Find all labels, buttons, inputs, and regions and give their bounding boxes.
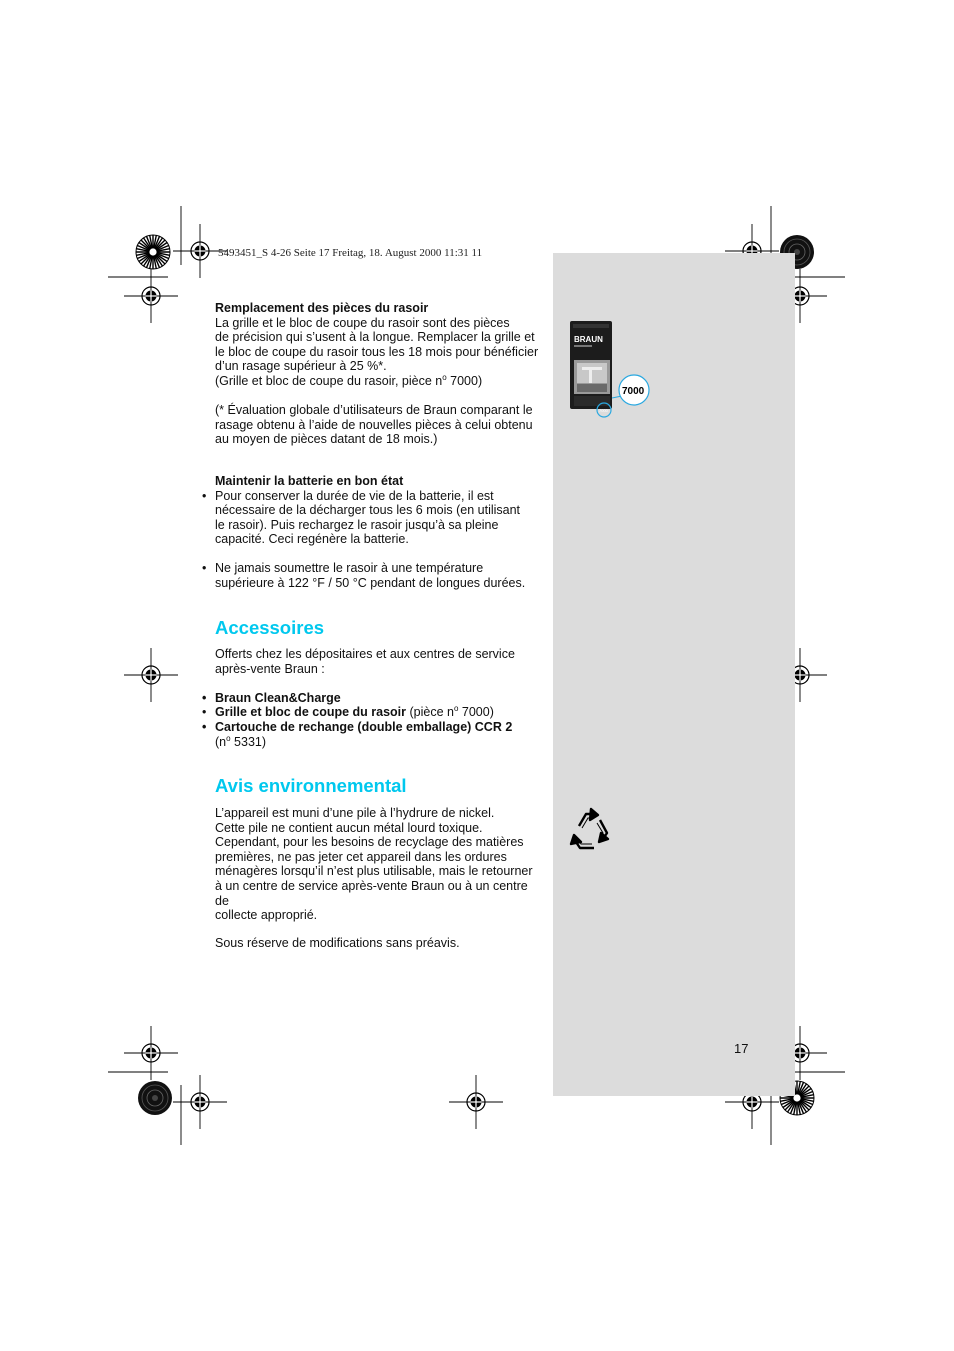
environment-line: premières, ne pas jeter cet appareil dans les ordures: [215, 849, 507, 864]
accessories-section: [215, 647, 545, 749]
accessory-item-detail: ($n^o$ 5331): [215, 733, 267, 749]
accessories-intro: Offerts chez les dépositaires et aux centres de service: [215, 647, 515, 661]
product-small-label: 7000: [599, 408, 608, 413]
environment-line: L’appareil est muni d’une pile à l’hydrure de nickel.: [215, 806, 495, 820]
razor-parts-section: [215, 301, 545, 447]
accessory-item: • Cartouche de rechange (double emballage) CCR 2: [215, 720, 545, 735]
environment-line: Cette pile ne contient aucun métal lourd toxique.: [215, 820, 483, 835]
razor-parts-line: le bloc de coupe du rasoir tous les 18 mois pour bénéficier: [215, 344, 539, 359]
razor-parts-title: Remplacement des pièces du rasoir: [215, 301, 429, 315]
razor-parts-reference: (Grille et bloc de coupe du rasoir, pièce $n^o$ 7000): [215, 372, 483, 388]
battery-bullet: • Pour conserver la durée de vie de la batterie, il est nécessaire de la décharger tous les 6 mois (en utilisant le rasoir). Puis rechargez le rasoir jusqu’à sa pleine capacité. Ceci regénère la batterie.: [215, 489, 545, 547]
page-number: 17: [734, 1041, 749, 1056]
product-callout: 7000: [622, 386, 645, 397]
accessories-intro: après-vente Braun :: [215, 661, 325, 676]
battery-section: [215, 474, 545, 590]
environment-line: collecte approprié.: [215, 908, 318, 923]
razor-parts-note: rasage obtenu à l’aide de nouvelles pièces à celui obtenu: [215, 417, 533, 432]
accessories-heading: Accessoires: [215, 617, 325, 638]
razor-parts-line: de précision qui s’usent à la longue. Remplacer la grille et: [215, 330, 535, 345]
battery-bullet: • Ne jamais soumettre le rasoir à une température supérieure à 122 °F / 50 °C pendant de longues durées.: [215, 561, 545, 590]
braun-logo: BRAUN: [574, 335, 603, 344]
accessory-item: • Braun Clean&Charge: [215, 691, 545, 706]
footer-note: Sous réserve de modifications sans préavis.: [215, 936, 460, 950]
environment-section: [215, 806, 545, 923]
razor-parts-note: au moyen de pièces datant de 18 mois.): [215, 432, 438, 447]
razor-parts-line: La grille et le bloc de coupe du rasoir sont des pièces: [215, 315, 510, 330]
environment-line: ménagères lorsqu’il n’est plus utilisable, mais le retourner: [215, 864, 533, 879]
print-header: 5493451_S 4-26 Seite 17 Freitag, 18. August 2000 11:31 11: [218, 247, 483, 259]
razor-parts-line: d’un rasage supérieur à 25 %*.: [215, 359, 387, 374]
recycle-icon: [565, 806, 613, 854]
product-image: [565, 318, 657, 420]
environment-line: Cependant, pour les besoins de recyclage des matières: [215, 835, 524, 850]
environment-line: à un centre de service après-vente Braun ou à un centre de: [215, 878, 528, 908]
razor-parts-note: (* Évaluation globale d’utilisateurs de Braun comparant le: [215, 403, 533, 418]
battery-title: Maintenir la batterie en bon état: [215, 474, 404, 488]
environment-heading: Avis environnemental: [215, 775, 407, 796]
accessory-item: • Grille et bloc de coupe du rasoir (pièce $n^o$ 7000): [215, 705, 545, 720]
